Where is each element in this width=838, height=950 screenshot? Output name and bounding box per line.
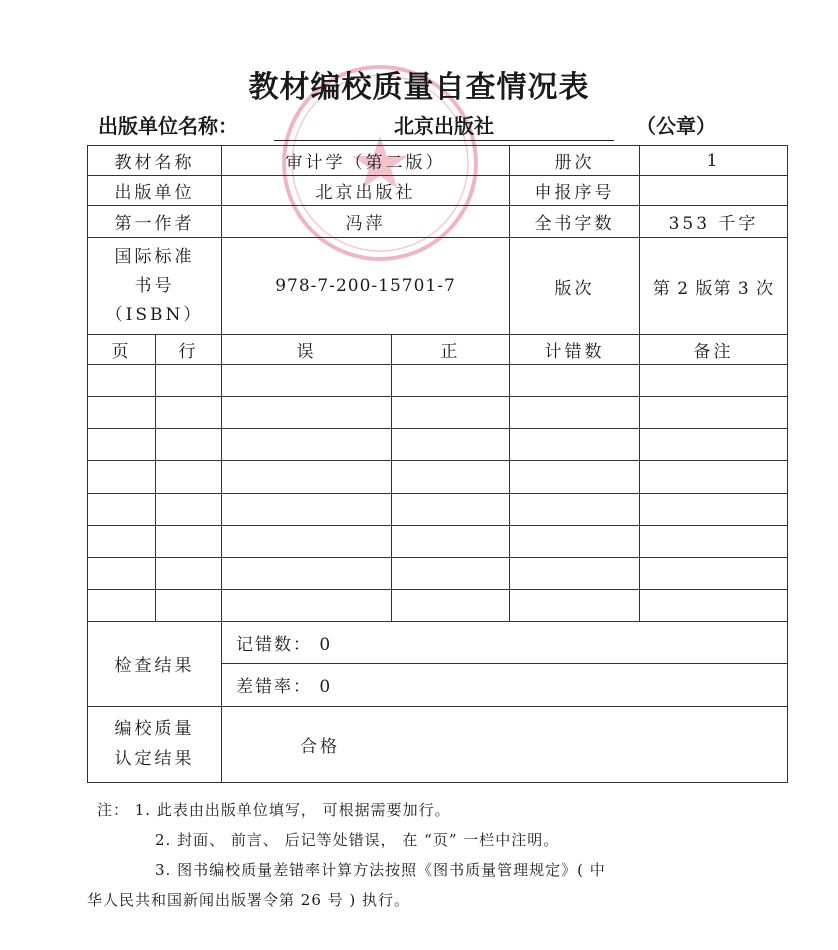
errata-row	[88, 525, 788, 557]
errata-cell	[156, 590, 222, 622]
errata-cell	[510, 590, 640, 622]
quality-label-line-1: 编校质量	[114, 719, 195, 740]
errata-cell	[156, 557, 222, 589]
textbook-name-value: 审计学（第二版）	[222, 146, 510, 176]
author-label: 第一作者	[88, 206, 222, 238]
header-error-count: 计错数	[510, 334, 640, 364]
errata-cell	[222, 397, 392, 429]
errata-cell	[392, 429, 510, 461]
publisher-line	[98, 110, 748, 138]
isbn-label	[88, 238, 222, 334]
errata-header-row	[88, 334, 788, 364]
errata-cell	[156, 365, 222, 397]
errata-cell	[392, 493, 510, 525]
errata-cell	[510, 461, 640, 493]
errata-cell	[640, 429, 788, 461]
check-result-label: 检查结果	[88, 622, 222, 706]
isbn-label-line-2: 书号	[134, 275, 175, 296]
error-rate-text: 差错率： 0	[222, 664, 788, 706]
header-page: 页	[88, 334, 156, 364]
serial-value	[640, 176, 788, 206]
quality-row	[88, 706, 788, 782]
volume-label: 册次	[510, 146, 640, 176]
serial-label: 申报序号	[510, 176, 640, 206]
publisher-name-label: 出版单位名称：	[98, 114, 238, 138]
seal-note: （公章）	[636, 114, 716, 138]
result-row-1	[88, 622, 788, 664]
edition-label: 版次	[510, 238, 640, 334]
word-count-label: 全书字数	[510, 206, 640, 238]
edition-value: 第 2 版第 3 次	[640, 238, 788, 334]
quality-label-line-2: 认定结果	[114, 749, 195, 770]
errata-cell	[392, 525, 510, 557]
publisher-label: 出版单位	[88, 176, 222, 206]
quality-check-form	[87, 145, 788, 783]
errata-cell	[392, 557, 510, 589]
errata-cell	[88, 461, 156, 493]
note-2: 2. 封面、 前言、 后记等处错误， 在 “页” 一栏中注明。	[155, 831, 560, 849]
errata-cell	[392, 397, 510, 429]
header-wrong: 误	[222, 334, 392, 364]
row-textbook-name	[88, 146, 788, 176]
form-title: 教材编校质量自查情况表	[248, 70, 590, 105]
errata-cell	[640, 365, 788, 397]
errata-cell	[392, 590, 510, 622]
isbn-label-line-1: 国际标准	[114, 246, 195, 267]
errata-cell	[222, 525, 392, 557]
errata-cell	[222, 365, 392, 397]
errata-cell	[222, 557, 392, 589]
errata-cell	[88, 525, 156, 557]
errata-cell	[222, 429, 392, 461]
header-remark: 备注	[640, 334, 788, 364]
errata-cell	[88, 429, 156, 461]
errata-cell	[222, 461, 392, 493]
note-3-continued: 华人民共和国新闻出版署令第 26 号 ) 执行。	[87, 891, 411, 909]
errata-cell	[88, 493, 156, 525]
errata-cell	[640, 461, 788, 493]
errata-row	[88, 461, 788, 493]
errata-cell	[640, 397, 788, 429]
errata-cell	[640, 557, 788, 589]
header-correct: 正	[392, 334, 510, 364]
isbn-value: 978-7-200-15701-7	[222, 238, 510, 334]
errata-cell	[392, 461, 510, 493]
errata-cell	[156, 429, 222, 461]
row-publisher	[88, 176, 788, 206]
errata-cell	[510, 525, 640, 557]
publisher-value: 北京出版社	[222, 176, 510, 206]
word-count-value: 353 千字	[640, 206, 788, 238]
errata-cell	[156, 493, 222, 525]
errata-row	[88, 365, 788, 397]
errata-row	[88, 590, 788, 622]
textbook-name-label: 教材名称	[88, 146, 222, 176]
errata-cell	[88, 557, 156, 589]
errata-cell	[510, 493, 640, 525]
quality-label	[88, 706, 222, 782]
errata-cell	[156, 397, 222, 429]
quality-value: 合格	[222, 706, 788, 782]
errata-cell	[510, 365, 640, 397]
note-3: 3. 图书编校质量差错率计算方法按照《图书质量管理规定》( 中	[155, 861, 606, 879]
errata-cell	[156, 525, 222, 557]
errata-cell	[88, 397, 156, 429]
errata-cell	[640, 525, 788, 557]
errata-cell	[88, 590, 156, 622]
row-isbn	[88, 238, 788, 334]
errata-cell	[88, 365, 156, 397]
errata-cell	[510, 429, 640, 461]
errata-cell	[510, 557, 640, 589]
errata-cell	[640, 493, 788, 525]
errata-row	[88, 429, 788, 461]
isbn-label-line-3: （ISBN）	[105, 304, 204, 325]
row-author	[88, 206, 788, 238]
errata-cell	[640, 590, 788, 622]
author-value: 冯萍	[222, 206, 510, 238]
errata-cell	[222, 493, 392, 525]
errata-cell	[392, 365, 510, 397]
errata-row	[88, 493, 788, 525]
volume-value: 1	[640, 146, 788, 176]
publisher-name-value: 北京出版社	[274, 110, 614, 141]
errata-cell	[510, 397, 640, 429]
errata-row	[88, 557, 788, 589]
error-count-text: 记错数： 0	[222, 622, 788, 664]
header-line: 行	[156, 334, 222, 364]
errata-cell	[222, 590, 392, 622]
errata-row	[88, 397, 788, 429]
note-1: 注： 1. 此表由出版单位填写， 可根据需要加行。	[97, 801, 451, 819]
errata-cell	[156, 461, 222, 493]
